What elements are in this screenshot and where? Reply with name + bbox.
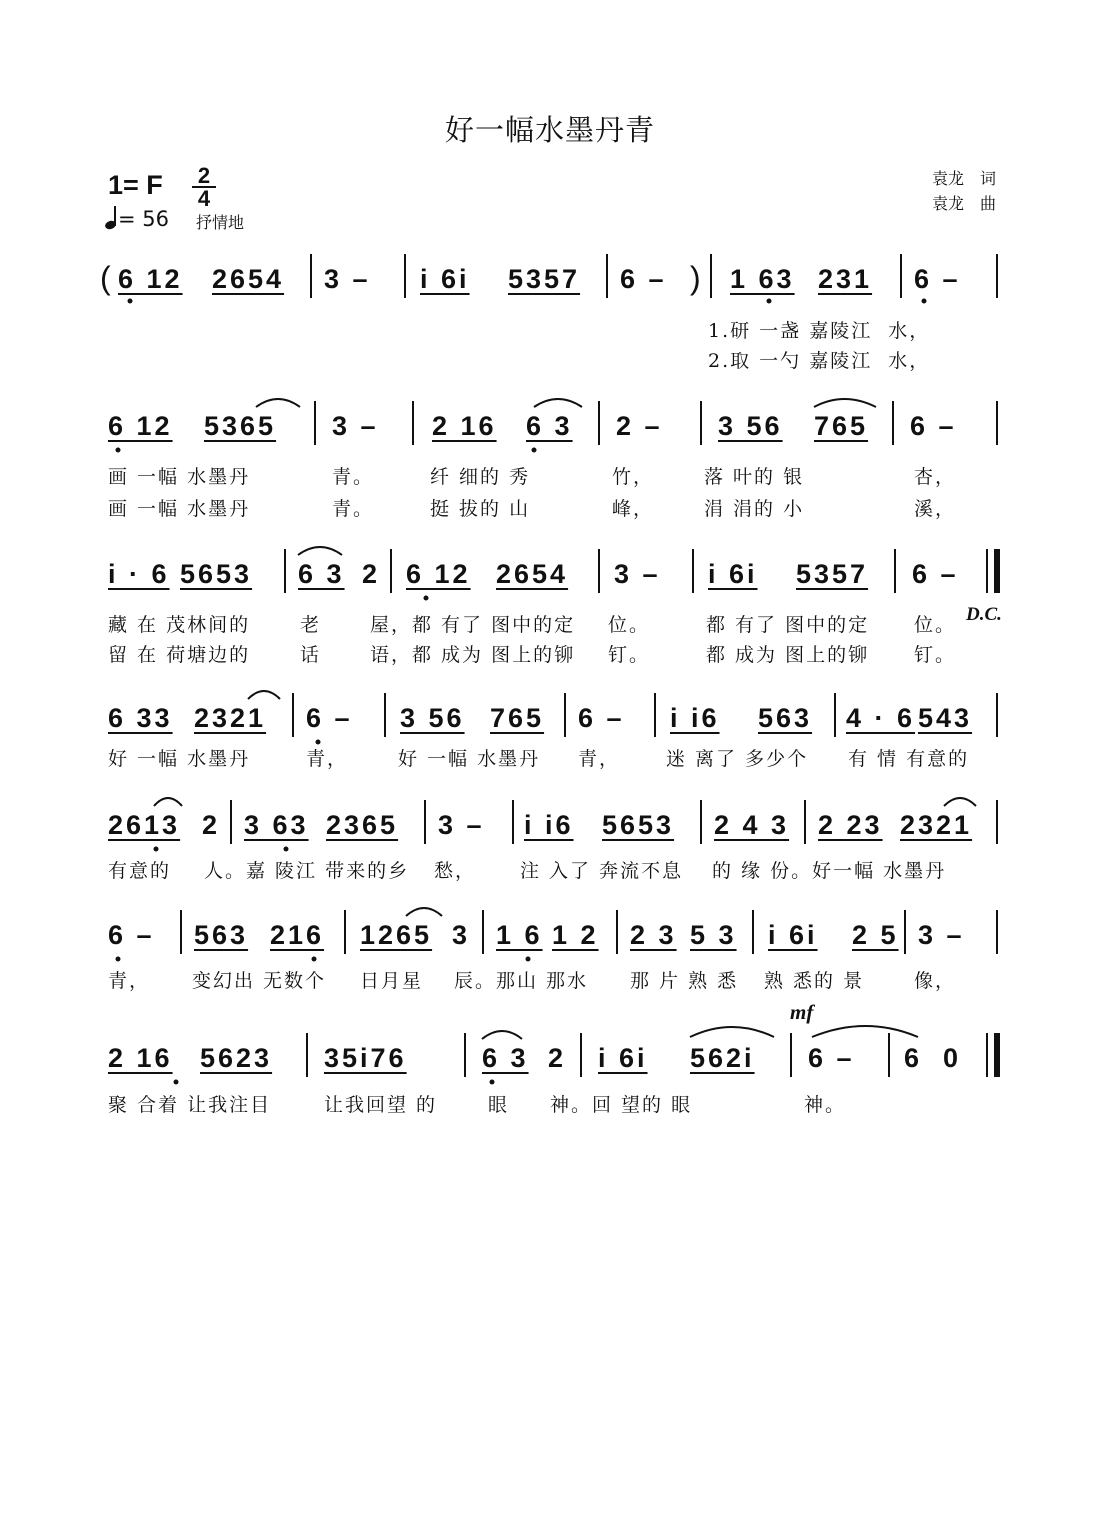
note-group: 5365: [204, 411, 277, 441]
slur: [690, 1027, 774, 1037]
score-row-2: [106, 405, 1002, 455]
note-group: 5653: [180, 559, 253, 589]
note-group: 231: [818, 264, 873, 294]
note-group: i 6i: [598, 1043, 648, 1073]
lyric-text: 神。: [804, 1094, 847, 1116]
score-marks: [106, 804, 1002, 854]
note-group: 5623: [200, 1043, 273, 1073]
note-group: 765: [814, 411, 869, 441]
note-group: 2654: [212, 264, 285, 294]
lyric-text: 愁，: [434, 860, 477, 882]
note-group: 2321: [194, 703, 267, 733]
note-group: i 6i: [768, 920, 818, 950]
note-group: 35i76: [324, 1043, 407, 1073]
lyric-text: 好 一幅 水墨丹: [398, 748, 541, 770]
note-group: 2 5: [852, 920, 899, 950]
slur: [154, 798, 182, 806]
lyric-text: 留 在 荷塘边的: [108, 644, 251, 666]
dc-marking: D.C.: [966, 604, 1002, 625]
note-group: 2 3: [630, 920, 677, 950]
slur: [814, 399, 876, 407]
score-row-6: [106, 914, 1002, 964]
note-group: 3 56: [718, 411, 783, 441]
lyricist-role: 词: [979, 169, 996, 188]
note-group: 5357: [508, 264, 581, 294]
lyric-text: 人。嘉 陵江 带来的乡: [204, 860, 410, 882]
lyric-text: 好 一幅 水墨丹: [108, 748, 251, 770]
lyric-text: 老: [300, 614, 322, 636]
note-group: 2: [548, 1043, 567, 1073]
slur: [298, 547, 342, 555]
score-marks: [106, 405, 1002, 455]
note-group: 6 3: [526, 411, 573, 441]
lyric-text: 熟 悉的 景: [764, 970, 865, 992]
note-group: 2654: [496, 559, 569, 589]
score-marks: [106, 914, 1002, 964]
score-marks: [106, 553, 1002, 603]
score-row-4: [106, 697, 1002, 747]
note-group: 6 12: [406, 559, 471, 589]
note-group: 1 6: [496, 920, 543, 950]
lyric-text: 钉。: [914, 644, 957, 666]
lyric-text: 纤 细的 秀: [430, 466, 531, 488]
lyric-text: 青，: [578, 748, 621, 770]
lyric-text: 峰，: [612, 498, 655, 520]
note-group: 3 –: [614, 559, 661, 589]
lyric-text: 日月星: [360, 970, 424, 992]
lyric-text: 聚 合着 让我注目: [108, 1094, 272, 1116]
lyric-row-4: [108, 744, 1000, 770]
note-group: 6 –: [578, 703, 625, 733]
lyric-row-5: [108, 856, 1000, 882]
lyric-text: 变幻出 无数个: [192, 970, 327, 992]
lyric-text: 溪，: [914, 498, 957, 520]
composer: 袁龙: [931, 194, 964, 213]
note-group: 2: [202, 810, 221, 840]
note-group: 6 3: [298, 559, 345, 589]
note-group: 1 2: [552, 920, 599, 950]
octave-dot: [424, 596, 429, 601]
slur: [534, 399, 582, 407]
credits: [916, 166, 996, 216]
octave-dot: [116, 448, 121, 453]
octave-dot: [174, 1080, 179, 1085]
slur: [812, 1026, 918, 1037]
note-group: 543: [918, 703, 973, 733]
octave-dot: [128, 299, 133, 304]
lyric-text: 那 片 熟 悉: [630, 970, 739, 992]
note-group: 6 0: [904, 1043, 962, 1073]
note-group: i 6i: [708, 559, 758, 589]
note-group: i 6i: [420, 264, 470, 294]
octave-dot: [490, 1080, 495, 1085]
lyric-text: 挺 拔的 山: [430, 498, 531, 520]
lyric-text: 杏，: [914, 466, 957, 488]
note-group: 3 63: [244, 810, 309, 840]
lyric-row-3-verse-2: [108, 640, 1000, 666]
time-sig-bottom: 4: [197, 186, 211, 211]
note-group: 1 63: [730, 264, 795, 294]
time-signature: [192, 163, 216, 211]
open-paren: (: [100, 260, 111, 296]
note-group: 3: [452, 920, 471, 950]
lyric-text: 语，都 成为 图上的铆: [370, 644, 576, 666]
lyric-text: 注 入了 奔流不息: [520, 860, 684, 882]
lyric-row-7: [108, 1090, 1000, 1116]
lyric-text: 辰。那山 那水: [454, 970, 589, 992]
note-group: 6 –: [912, 559, 959, 589]
lyric-text: 涓 涓的 小: [704, 498, 805, 520]
lyric-text: 有意的: [108, 860, 172, 882]
lyric-text: 2.取 一勺 嘉陵江 水，: [708, 350, 931, 372]
note-group: 6 12: [108, 411, 173, 441]
lyric-text: 青。: [332, 498, 375, 520]
score-row-5: [106, 804, 1002, 854]
lyric-text: 青，: [108, 970, 151, 992]
dynamic-mf: mf: [790, 1000, 814, 1024]
lyric-row-2-verse-1: [108, 462, 1000, 488]
score-row-1: [100, 258, 1002, 308]
song-title: 好一幅水墨丹青: [444, 113, 655, 147]
octave-dot: [532, 448, 537, 453]
note-group: 6 –: [910, 411, 957, 441]
score-marks: [106, 1037, 1002, 1087]
octave-dot: [116, 957, 121, 962]
lyric-text: 画 一幅 水墨丹: [108, 498, 251, 520]
note-group: i i6: [670, 703, 720, 733]
composer-role: 曲: [979, 194, 996, 213]
lyric-text: 钉。: [608, 644, 651, 666]
lyric-row-2-verse-2: [108, 494, 1000, 520]
note-group: i · 6: [108, 559, 170, 589]
octave-dot: [284, 847, 289, 852]
note-group: 6 –: [306, 703, 353, 733]
note-group: 6 12: [118, 264, 183, 294]
key-signature: 1= F: [108, 170, 163, 200]
note-group: 5 3: [690, 920, 737, 950]
tempo-marking: [104, 206, 169, 231]
lyric-text: 眼: [488, 1094, 510, 1116]
lyric-row-1-verse-1: [108, 316, 1000, 342]
lyricist: 袁龙: [931, 169, 964, 188]
note-group: 2 16: [108, 1043, 173, 1073]
tempo-value: = 56: [118, 207, 169, 231]
slur: [406, 908, 442, 916]
note-group: 765: [490, 703, 545, 733]
lyric-text: 的 缘 份。好一幅 水墨丹: [712, 860, 947, 882]
note-group: i i6: [524, 810, 574, 840]
lyric-text: 落 叶的 银: [704, 466, 805, 488]
lyric-text: 位。: [608, 614, 651, 636]
note-group: 2613: [108, 810, 181, 840]
note-group: 6 –: [808, 1043, 855, 1073]
note-group: 3 –: [918, 920, 965, 950]
score-row-3: [106, 553, 1002, 603]
score-row-7: [106, 1037, 1002, 1087]
note-group: 2 4 3: [714, 810, 790, 840]
octave-dot: [154, 847, 159, 852]
lyric-text: 让我回望 的: [324, 1094, 438, 1116]
octave-dot: [312, 957, 317, 962]
note-group: 6 –: [108, 920, 155, 950]
note-group: 4 · 6: [846, 703, 916, 733]
lyric-text: 迷 离了 多少个: [666, 748, 809, 770]
note-group: 2 16: [432, 411, 497, 441]
note-group: 216: [270, 920, 325, 950]
score-marks: [106, 697, 1002, 747]
note-group: 6 33: [108, 703, 173, 733]
note-group: 563: [194, 920, 249, 950]
note-group: 3 56: [400, 703, 465, 733]
lyric-text: 1.研 一盏 嘉陵江 水，: [708, 320, 931, 342]
note-group: 5357: [796, 559, 869, 589]
note-group: 6 3: [482, 1043, 529, 1073]
lyric-text: 有 情 有意的: [848, 748, 970, 770]
lyric-text: 藏 在 茂林间的: [108, 614, 251, 636]
note-group: 6 –: [914, 264, 961, 294]
lyric-text: 画 一幅 水墨丹: [108, 466, 251, 488]
quarter-note-icon: [104, 206, 118, 230]
lyric-text: 青。: [332, 466, 375, 488]
lyric-text: 话: [300, 644, 322, 666]
octave-dot: [526, 957, 531, 962]
lyric-row-3-verse-1: [108, 604, 1002, 636]
note-group: 3 –: [332, 411, 379, 441]
note-group: 1265: [360, 920, 433, 950]
note-group: 3 –: [438, 810, 485, 840]
lyric-text: 神。回 望的 眼: [550, 1094, 693, 1116]
slur: [256, 399, 300, 407]
octave-dot: [922, 299, 927, 304]
lyric-text: 像，: [914, 970, 957, 992]
lyric-text: 青，: [306, 748, 349, 770]
expression-marking: 抒情地: [196, 213, 245, 232]
note-group: 2365: [326, 810, 399, 840]
lyric-text: 都 成为 图上的铆: [706, 644, 870, 666]
slur: [482, 1031, 522, 1039]
lyric-text: 竹，: [612, 466, 655, 488]
note-group: 2321: [900, 810, 973, 840]
slur: [248, 691, 280, 699]
note-group: 563: [758, 703, 813, 733]
lyric-row-1-verse-2: [108, 346, 1000, 372]
note-group: 2: [362, 559, 381, 589]
lyric-row-6: [108, 966, 1000, 992]
note-group: 2 –: [616, 411, 663, 441]
lyric-text: 位。: [914, 614, 957, 636]
note-group: 6 –: [620, 264, 667, 294]
lyric-text: 屋，都 有了 图中的定: [370, 614, 576, 636]
note-group: 3 –: [324, 264, 371, 294]
close-paren: ): [690, 260, 701, 296]
note-group: 2 23: [818, 810, 883, 840]
slur: [944, 798, 976, 806]
note-group: 562i: [690, 1043, 755, 1073]
time-sig-top: 2: [197, 163, 211, 188]
note-group: 5653: [602, 810, 675, 840]
octave-dot: [767, 299, 772, 304]
lyric-text: 都 有了 图中的定: [706, 614, 870, 636]
score-marks: [106, 258, 1002, 308]
